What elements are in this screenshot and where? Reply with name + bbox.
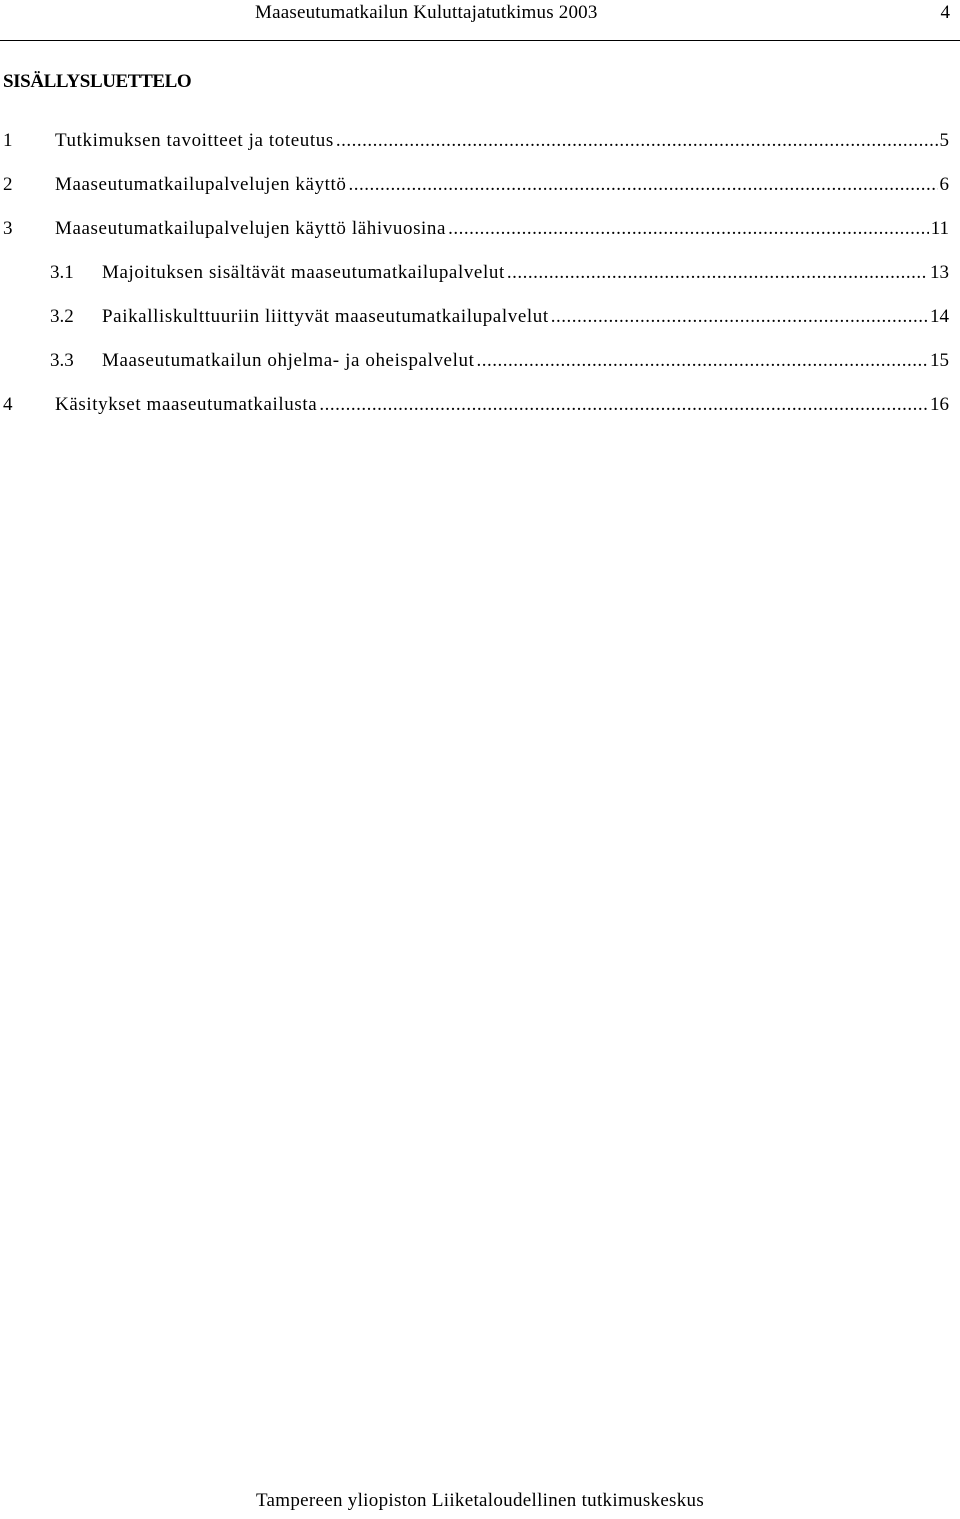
toc-subentry[interactable] <box>3 301 949 345</box>
toc-entry-page: 14 <box>930 306 949 327</box>
toc-entry-page: 16 <box>930 394 949 415</box>
toc-entry-title: Tutkimuksen tavoitteet ja toteutus <box>55 130 334 151</box>
toc-dot-leader <box>319 389 928 421</box>
toc-dot-leader <box>507 257 928 289</box>
toc-entry-number: 3.3 <box>50 350 74 371</box>
toc-entry-title: Maaseutumatkailupalvelujen käyttö lähivuosina <box>55 218 447 239</box>
toc-entry-number: 4 <box>3 394 13 415</box>
toc-entry[interactable] <box>3 213 949 257</box>
footer-text: Tampereen yliopiston Liiketaloudellinen tutkimuskeskus <box>255 1490 705 1511</box>
toc-entry-title: Maaseutumatkailupalvelujen käyttö <box>55 174 347 195</box>
toc-entry-page: 5 <box>939 130 949 151</box>
toc-entry-title: Majoituksen sisältävät maaseutumatkailupalvelut <box>102 262 505 283</box>
toc-dot-leader <box>476 345 928 377</box>
toc-entry-number: 1 <box>3 130 13 151</box>
toc-dot-leader <box>336 125 938 157</box>
toc-entry-title: Maaseutumatkailun ohjelma- ja oheispalvelut <box>102 350 475 371</box>
toc-entry-page: 11 <box>930 218 949 239</box>
toc-entry-page: 13 <box>930 262 949 283</box>
toc-subentry[interactable] <box>3 257 949 301</box>
toc-entry[interactable] <box>3 125 949 169</box>
table-of-contents <box>3 125 949 433</box>
page-footer <box>0 1490 960 1512</box>
toc-heading: SISÄLLYSLUETTELO <box>3 71 192 92</box>
toc-entry-title: Paikalliskulttuuriin liittyvät maaseutumatkailupalvelut <box>102 306 549 327</box>
header-title: Maaseutumatkailun Kuluttajatutkimus 2003 <box>255 2 598 23</box>
toc-entry-page: 15 <box>930 350 949 371</box>
toc-entry[interactable] <box>3 389 949 433</box>
toc-entry-number: 2 <box>3 174 13 195</box>
toc-subentry[interactable] <box>3 345 949 389</box>
toc-dot-leader <box>349 169 938 201</box>
toc-entry-number: 3.1 <box>50 262 74 283</box>
page-header <box>0 0 960 41</box>
toc-entry[interactable] <box>3 169 949 213</box>
toc-entry-title: Käsitykset maaseutumatkailusta <box>55 394 318 415</box>
toc-entry-page: 6 <box>939 174 949 195</box>
toc-entry-number: 3 <box>3 218 13 239</box>
header-page-number: 4 <box>940 2 950 23</box>
toc-dot-leader <box>448 213 929 245</box>
toc-dot-leader <box>551 301 928 333</box>
toc-entry-number: 3.2 <box>50 306 74 327</box>
